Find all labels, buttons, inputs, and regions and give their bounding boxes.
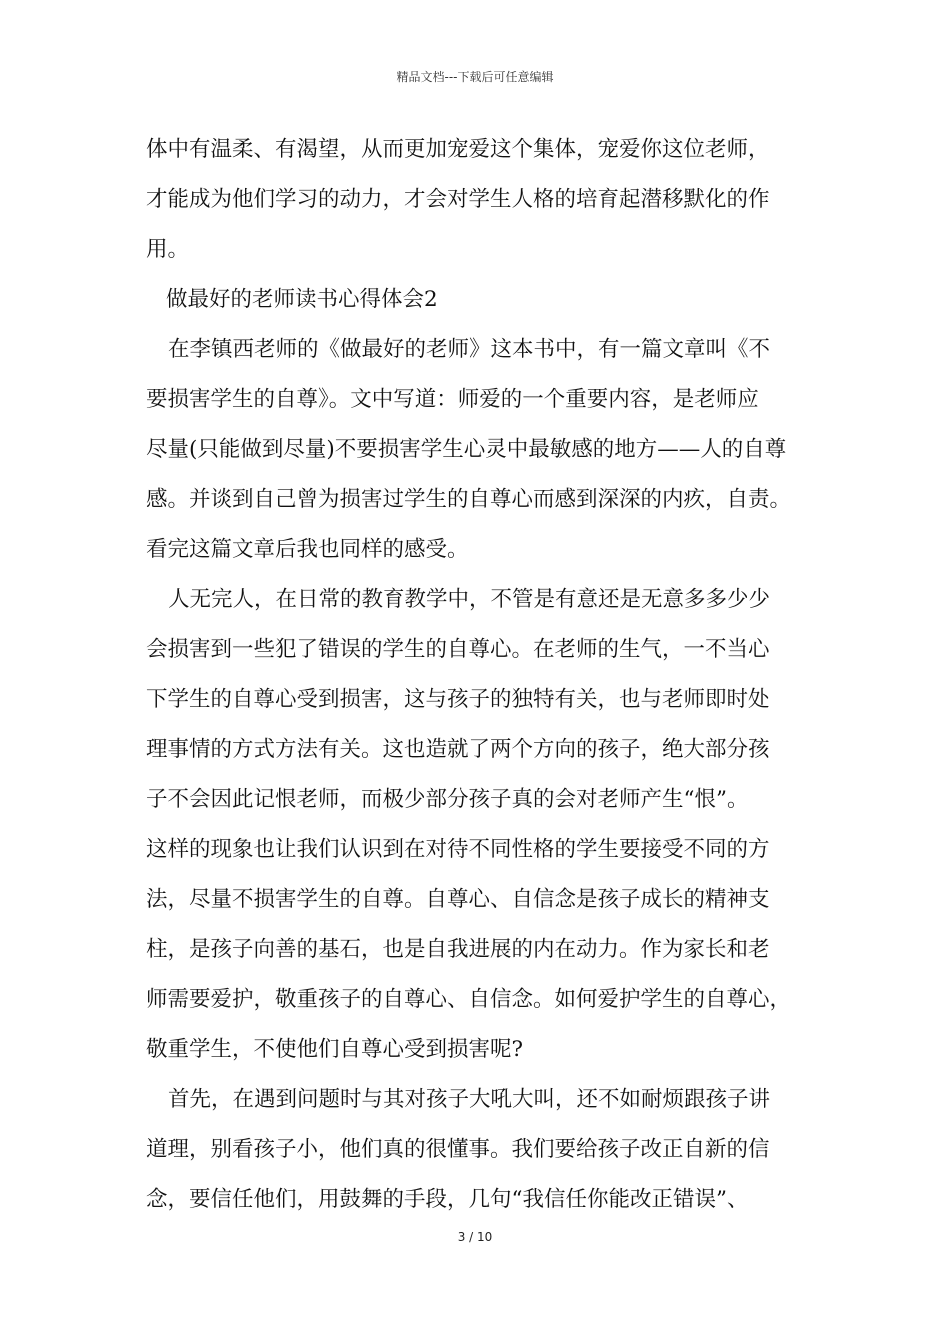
text-line: 体中有温柔、有渴望，从而更加宠爱这个集体，宠爱你这位老师， <box>146 137 770 162</box>
text-line: 才能成为他们学习的动力，才会对学生人格的培育起潜移默化的作 <box>146 187 770 212</box>
page-number: 3 / 10 <box>457 1230 493 1244</box>
text-line: 会损害到一些犯了错误的学生的自尊心。在老师的生气，一不当心 <box>146 637 770 662</box>
document-body <box>146 125 826 1225</box>
text-line: 用。 <box>146 237 190 262</box>
text-line: 理事情的方式方法有关。这也造就了两个方向的孩子，绝大部分孩 <box>146 737 770 762</box>
text-line: 感。并谈到自己曾为损害过学生的自尊心而感到深深的内疚，自责。 <box>146 487 792 512</box>
text-line: 柱，是孩子向善的基石，也是自我进展的内在动力。作为家长和老 <box>146 937 770 962</box>
page-header: 精品文档---下载后可任意编辑 <box>396 70 554 84</box>
text-line: 念，要信任他们，用鼓舞的手段，几句“我信任你能改正错误”、 <box>146 1187 749 1212</box>
text-line: 道理，别看孩子小，他们真的很懂事。我们要给孩子改正自新的信 <box>146 1137 770 1162</box>
text-line: 要损害学生的自尊》。文中写道：师爱的一个重要内容，是老师应 <box>146 387 759 412</box>
text-line: 人无完人，在日常的教育教学中，不管是有意还是无意多多少少 <box>168 587 771 612</box>
text-line: 在李镇西老师的《做最好的老师》这本书中，有一篇文章叫《不 <box>168 337 771 362</box>
text-line: 尽量(只能做到尽量)不要损害学生心灵中最敏感的地方——人的自尊 <box>146 437 787 462</box>
text-line: 看完这篇文章后我也同样的感受。 <box>146 537 469 562</box>
text-line: 首先，在遇到问题时与其对孩子大吼大叫，还不如耐烦跟孩子讲 <box>168 1087 771 1112</box>
section-title: 做最好的老师读书心得体会2 <box>166 287 438 312</box>
text-line: 师需要爱护，敬重孩子的自尊心、自信念。如何爱护学生的自尊心， <box>146 987 792 1012</box>
text-line: 子不会因此记恨老师，而极少部分孩子真的会对老师产生“恨”。 <box>146 787 749 812</box>
text-line: 法，尽量不损害学生的自尊。自尊心、自信念是孩子成长的精神支 <box>146 887 770 912</box>
text-line: 下学生的自尊心受到损害，这与孩子的独特有关，也与老师即时处 <box>146 687 770 712</box>
text-line: 敬重学生，不使他们自尊心受到损害呢? <box>146 1037 524 1062</box>
text-line: 这样的现象也让我们认识到在对待不同性格的学生要接受不同的方 <box>146 837 770 862</box>
